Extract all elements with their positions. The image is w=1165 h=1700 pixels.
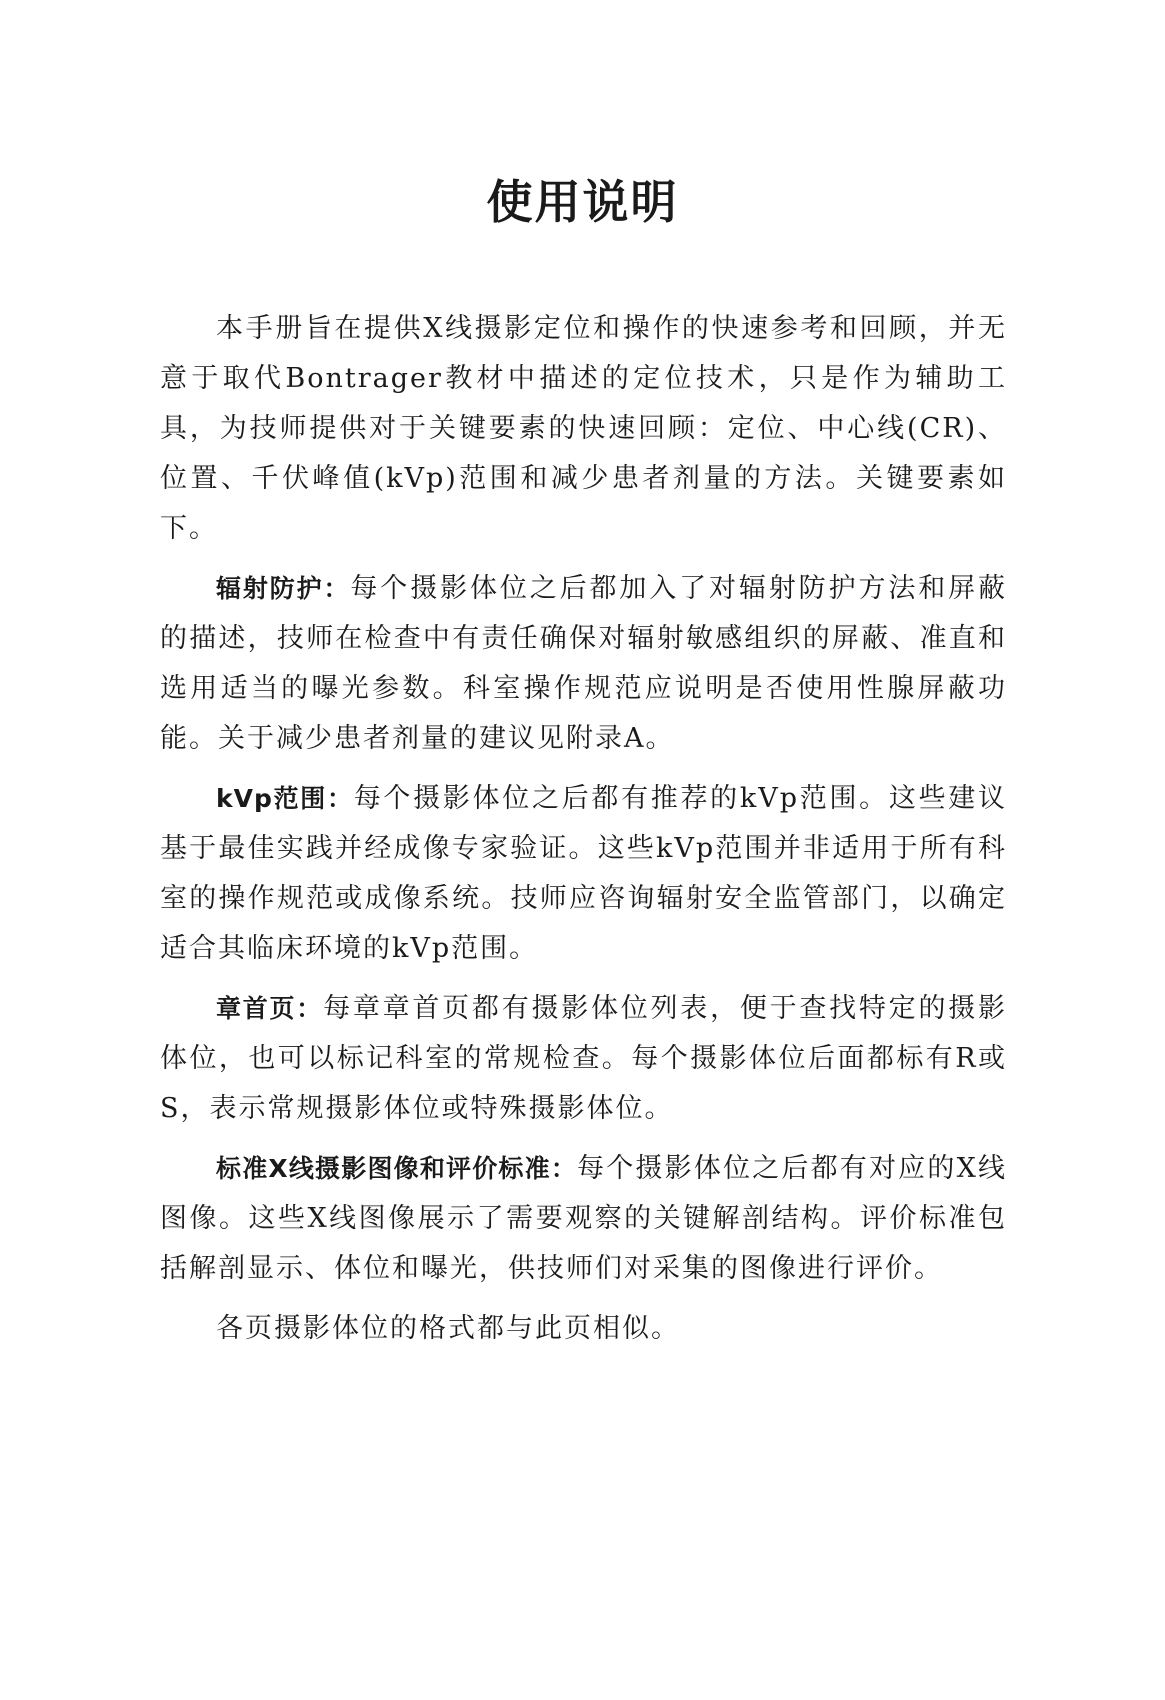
- paragraph-text: 每个摄影体位之后都有对应的X线图像。这些X线图像展示了需要观察的关键解剖结构。评价标准包括解剖显示、体位和曝光，供技师们对采集的图像进行评价。: [160, 1153, 1007, 1284]
- page-title: 使用说明: [486, 175, 679, 229]
- paragraph-label: 章首页：: [216, 994, 324, 1023]
- paragraph-label: 标准X线摄影图像和评价标准：: [216, 1154, 578, 1183]
- paragraph-text: 每个摄影体位之后都加入了对辐射防护方法和屏蔽的描述，技师在检查中有责任确保对辐射敏感组织的屏蔽、准直和选用适当的曝光参数。科室操作规范应说明是否使用性腺屏蔽功能。关于减少患者剂量的建议见附录A。: [160, 573, 1007, 754]
- paragraph-intro: [160, 304, 1007, 554]
- paragraph-text: 各页摄影体位的格式都与此页相似。: [216, 1313, 680, 1344]
- paragraph-evaluation-criteria: [160, 1144, 1007, 1294]
- paragraph-chapter-page: [160, 984, 1007, 1134]
- paragraph-kvp-range: [160, 774, 1007, 974]
- paragraph-label: kVp范围：: [216, 784, 354, 813]
- paragraph-text: 每个摄影体位之后都有推荐的kVp范围。这些建议基于最佳实践并经成像专家验证。这些kVp范围并非适用于所有科室的操作规范或成像系统。技师应咨询辐射安全监管部门，以确定适合其临床环境的kVp范围。: [160, 783, 1007, 964]
- paragraph-text: 每章章首页都有摄影体位列表，便于查找特定的摄影体位，也可以标记科室的常规检查。每个摄影体位后面都标有R或S，表示常规摄影体位或特殊摄影体位。: [160, 993, 1007, 1124]
- paragraph-text: 本手册旨在提供X线摄影定位和操作的快速参考和回顾，并无意于取代Bontrager教材中描述的定位技术，只是作为辅助工具，为技师提供对于关键要素的快速回顾：定位、中心线(CR)、位置、千伏峰值(kVp)范围和减少患者剂量的方法。关键要素如下。: [160, 313, 1007, 544]
- paragraph-format-note: [160, 1304, 1007, 1354]
- body-text: [160, 304, 1007, 1364]
- paragraph-radiation-protection: [160, 564, 1007, 764]
- paragraph-label: 辐射防护：: [216, 574, 351, 603]
